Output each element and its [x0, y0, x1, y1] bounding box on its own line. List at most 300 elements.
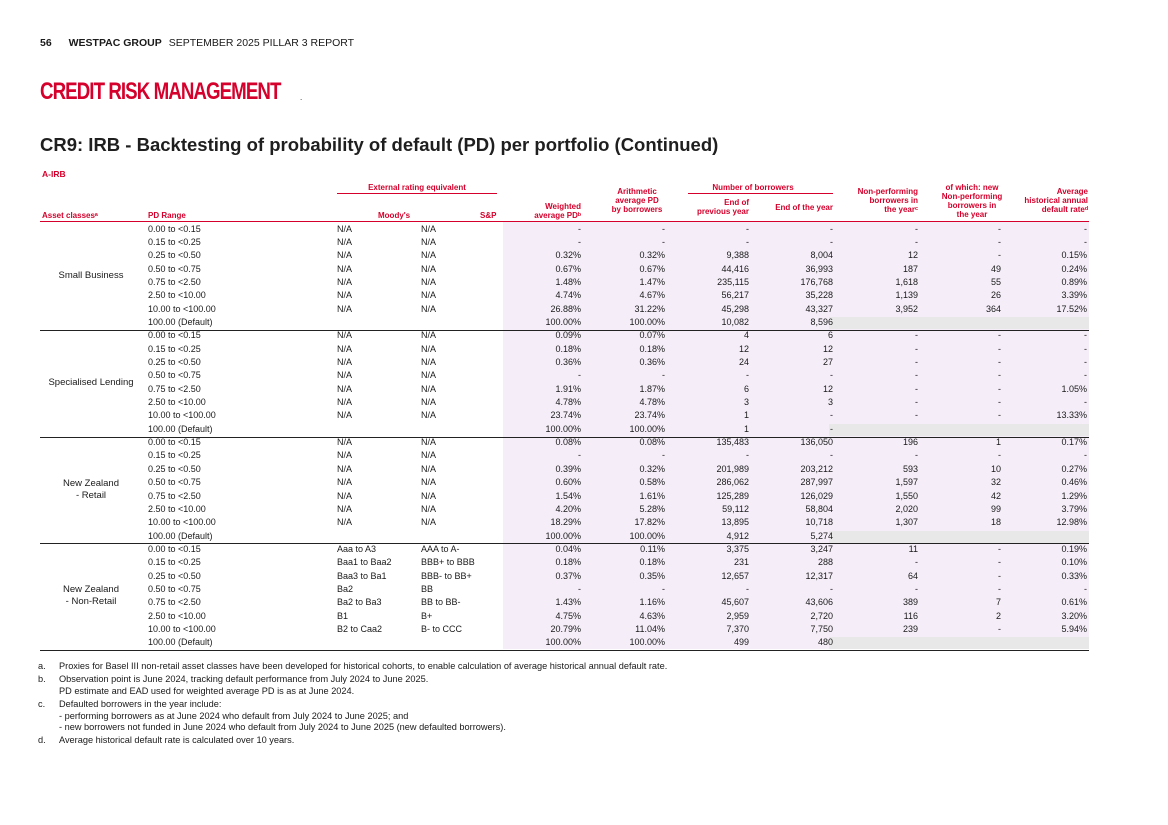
cell-weighted-pd: 23.74%: [550, 410, 581, 421]
cell-nonperforming: 2,020: [895, 503, 918, 514]
cell-arithmetic-pd: 23.74%: [634, 410, 665, 421]
cell-new-nonperforming: -: [998, 343, 1001, 354]
cell-avg-historical: -: [1084, 223, 1087, 234]
cell-end-year: 27: [822, 357, 833, 367]
cell-arithmetic-pd: 0.08%: [639, 437, 665, 448]
cell-pd-range: 0.75 to <2.50: [148, 597, 201, 608]
cell-new-nonperforming: 2: [995, 610, 1001, 621]
col-header-new-nonperforming-l1: of which: new: [945, 183, 999, 192]
cell-nonperforming: 1,550: [895, 490, 918, 501]
cell-end-year: 176,768: [800, 276, 833, 287]
cell-new-nonperforming: -: [998, 570, 1001, 581]
group-separator: [40, 650, 1089, 651]
cell-arithmetic-pd: 17.82%: [634, 517, 665, 528]
cell-new-nonperforming: 55: [990, 276, 1001, 287]
cell-pd-range: 0.25 to <0.50: [148, 357, 201, 367]
cell-avg-historical: -: [1084, 330, 1087, 341]
col-header-pd-range: PD Range: [148, 211, 186, 220]
cell-new-nonperforming: -: [998, 383, 1001, 394]
cell-end-prev-year: 44,416: [721, 263, 749, 274]
cell-nonperforming: 593: [902, 463, 918, 474]
cell-sp: N/A: [421, 437, 437, 448]
cell-end-year: 12: [822, 343, 833, 354]
cell-nonperforming: -: [915, 383, 918, 394]
cell-new-nonperforming: 10: [990, 463, 1001, 474]
cell-end-year: 5,274: [810, 530, 833, 541]
col-header-end-prev-year-l1: End of: [724, 198, 749, 207]
brand-name: WESTPAC GROUP: [68, 37, 162, 49]
cell-arithmetic-pd: 0.32%: [639, 463, 665, 474]
cell-new-nonperforming: 364: [985, 303, 1001, 314]
cell-end-year: 10,718: [805, 517, 833, 528]
cell-new-nonperforming: -: [998, 557, 1001, 568]
cell-avg-historical: -: [1084, 236, 1087, 247]
cell-arithmetic-pd: 0.18%: [639, 557, 665, 568]
cell-arithmetic-pd: -: [662, 370, 665, 381]
cell-end-year: 126,029: [800, 490, 833, 501]
cell-moodys: N/A: [337, 290, 353, 301]
cell-arithmetic-pd: -: [662, 450, 665, 461]
cell-sp: N/A: [421, 490, 437, 501]
col-header-arithmetic-pd-l1: Arithmetic: [617, 187, 657, 196]
cell-avg-historical: 13.33%: [1056, 410, 1087, 421]
report-name: SEPTEMBER 2025 PILLAR 3 REPORT: [168, 37, 355, 49]
cell-end-year: -: [830, 370, 833, 381]
cell-end-year: 203,212: [800, 463, 833, 474]
cell-sp: N/A: [421, 370, 437, 381]
cell-nonperforming: 1,307: [895, 517, 918, 528]
cell-moodys: N/A: [337, 236, 353, 247]
cell-weighted-pd: -: [578, 450, 581, 461]
cell-end-prev-year: 45,298: [721, 303, 749, 314]
footnote-line: Proxies for Basel III non-retail asset classes have been developed for historical cohorts, to enable calculation of average historical annual default rate.: [59, 661, 668, 671]
cell-weighted-pd: 0.37%: [555, 570, 581, 581]
cell-weighted-pd: 4.74%: [555, 290, 581, 301]
cell-weighted-pd: 100.00%: [545, 423, 581, 434]
cell-new-nonperforming: -: [998, 250, 1001, 261]
cell-new-nonperforming: 26: [990, 290, 1001, 301]
cell-new-nonperforming: -: [998, 410, 1001, 421]
col-header-nonperforming-l2: borrowers in: [869, 196, 918, 205]
cell-sp: N/A: [421, 236, 437, 247]
cell-pd-range: 0.25 to <0.50: [148, 463, 201, 474]
col-header-avg-historical-l2: historical annual: [1024, 196, 1088, 205]
footnote: [38, 661, 667, 672]
cell-end-year: 58,804: [805, 503, 833, 514]
cell-weighted-pd: 100.00%: [545, 316, 581, 327]
table-title: CR9: IRB - Backtesting of probability of default (PD) per portfolio (Continued): [40, 134, 719, 155]
cell-avg-historical: 0.10%: [1061, 557, 1087, 568]
page-number: 56: [40, 37, 52, 49]
cell-sp: N/A: [421, 263, 437, 274]
cell-weighted-pd: 20.79%: [550, 624, 581, 634]
cell-end-prev-year: -: [746, 223, 749, 234]
footnote-line: Average historical default rate is calculated over 10 years.: [59, 735, 295, 746]
cell-nonperforming: -: [915, 223, 918, 234]
cell-new-nonperforming: 7: [995, 597, 1001, 608]
cell-nonperforming: -: [915, 557, 918, 568]
cell-avg-historical: 0.15%: [1061, 250, 1087, 261]
default-row-shade: [829, 531, 1089, 543]
cell-moodys: N/A: [337, 397, 353, 408]
footnotes: [38, 661, 667, 749]
cell-moodys: N/A: [337, 490, 353, 501]
cell-pd-range: 0.25 to <0.50: [148, 250, 201, 261]
cell-weighted-pd: 0.39%: [555, 463, 581, 474]
cell-end-prev-year: 56,217: [721, 290, 749, 301]
cell-end-prev-year: 201,989: [716, 463, 749, 474]
cell-pd-range: 0.00 to <0.15: [148, 223, 201, 234]
cell-end-prev-year: 7,370: [726, 624, 749, 634]
cell-moodys: Baa3 to Ba1: [337, 570, 387, 581]
cell-pd-range: 0.50 to <0.75: [148, 370, 201, 381]
cell-moodys: N/A: [337, 463, 353, 474]
cell-weighted-pd: -: [578, 370, 581, 381]
cell-sp: N/A: [421, 223, 437, 234]
cell-end-year: 3,247: [810, 543, 833, 554]
col-header-asset-classes: Asset classesᵃ: [42, 211, 98, 220]
cell-end-prev-year: 13,895: [721, 517, 749, 528]
cell-arithmetic-pd: 100.00%: [629, 423, 665, 434]
cell-sp: BBB+ to BBB: [421, 557, 475, 568]
cell-end-year: 2,720: [810, 610, 833, 621]
cell-sp: N/A: [421, 330, 437, 341]
cell-sp: BB: [421, 583, 434, 594]
footnote-line: Observation point is June 2024, tracking default performance from July 2024 to June 2025.: [59, 674, 429, 685]
cell-weighted-pd: 0.60%: [555, 477, 581, 488]
cell-end-year: -: [830, 236, 833, 247]
col-header-avg-historical-l3: default rateᵈ: [1041, 205, 1088, 214]
cell-avg-historical: 0.19%: [1061, 543, 1087, 554]
cell-weighted-pd: -: [578, 236, 581, 247]
cell-end-prev-year: 286,062: [716, 477, 749, 488]
cell-end-year: 288: [817, 557, 833, 568]
cell-end-year: 8,596: [810, 316, 833, 327]
cell-arithmetic-pd: 100.00%: [629, 637, 665, 648]
cell-arithmetic-pd: 0.07%: [639, 330, 665, 341]
cell-avg-historical: 3.20%: [1061, 610, 1087, 621]
cell-weighted-pd: 26.88%: [550, 303, 581, 314]
cell-nonperforming: 239: [902, 624, 918, 634]
cell-sp: BBB- to BB+: [421, 570, 472, 581]
cell-end-prev-year: 499: [733, 637, 749, 648]
cell-nonperforming: 187: [902, 263, 918, 274]
cell-avg-historical: 0.46%: [1061, 477, 1087, 488]
cell-weighted-pd: -: [578, 583, 581, 594]
cell-moodys: N/A: [337, 343, 353, 354]
col-header-sp: S&P: [480, 211, 497, 220]
cell-end-prev-year: 2,959: [726, 610, 749, 621]
cell-sp: N/A: [421, 477, 437, 488]
cell-pd-range: 0.50 to <0.75: [148, 477, 201, 488]
cell-new-nonperforming: 49: [990, 263, 1001, 274]
cell-moodys: Baa1 to Baa2: [337, 557, 392, 568]
cell-pd-range: 100.00 (Default): [148, 637, 213, 648]
cell-avg-historical: 0.89%: [1061, 276, 1087, 287]
cell-sp: N/A: [421, 503, 437, 514]
group-label-line: New Zealand: [63, 584, 119, 596]
cell-new-nonperforming: -: [998, 583, 1001, 594]
footnote-line: - performing borrowers as at June 2024 who default from July 2024 to June 2025; and: [59, 710, 409, 721]
cell-weighted-pd: 4.20%: [555, 503, 581, 514]
cell-end-year: -: [830, 423, 833, 434]
cell-arithmetic-pd: 0.67%: [639, 263, 665, 274]
cell-new-nonperforming: -: [998, 357, 1001, 367]
cell-arithmetic-pd: 100.00%: [629, 316, 665, 327]
cell-sp: N/A: [421, 463, 437, 474]
cell-moodys: B1: [337, 610, 349, 621]
cell-new-nonperforming: 1: [995, 437, 1001, 448]
cell-new-nonperforming: -: [998, 624, 1001, 634]
cell-end-year: 43,327: [805, 303, 833, 314]
cell-end-year: -: [830, 223, 833, 234]
col-header-nonperforming-l3: the yearᶜ: [884, 205, 918, 214]
group-label-line: Small Business: [58, 269, 124, 281]
cell-avg-historical: -: [1084, 357, 1087, 367]
footnote: [38, 674, 667, 697]
cell-new-nonperforming: -: [998, 330, 1001, 341]
cell-weighted-pd: 0.08%: [555, 437, 581, 448]
cell-arithmetic-pd: 0.18%: [639, 343, 665, 354]
cell-arithmetic-pd: 1.47%: [639, 276, 665, 287]
cell-moodys: N/A: [337, 477, 353, 488]
cell-end-year: 480: [817, 637, 833, 648]
footnote-letter: d.: [38, 735, 46, 746]
cell-arithmetic-pd: 0.11%: [640, 543, 665, 554]
cell-pd-range: 100.00 (Default): [148, 423, 213, 434]
cell-sp: N/A: [421, 357, 437, 367]
cell-arithmetic-pd: 5.28%: [639, 503, 665, 514]
col-header-moodys: Moody's: [378, 211, 411, 220]
cell-sp: N/A: [421, 250, 437, 261]
cell-end-year: 8,004: [810, 250, 833, 261]
footnote-line: Defaulted borrowers in the year include:: [59, 699, 222, 710]
cell-pd-range: 0.75 to <2.50: [148, 490, 201, 501]
cell-pd-range: 0.15 to <0.25: [148, 343, 201, 354]
cell-weighted-pd: 0.04%: [555, 543, 581, 554]
cell-nonperforming: 1,618: [895, 276, 918, 287]
cell-sp: N/A: [421, 450, 437, 461]
cell-end-year: 12: [822, 383, 833, 394]
cell-sp: N/A: [421, 303, 437, 314]
cell-pd-range: 2.50 to <10.00: [148, 503, 206, 514]
cell-sp: N/A: [421, 343, 437, 354]
cell-avg-historical: 12.98%: [1056, 517, 1087, 528]
cell-moodys: N/A: [337, 223, 353, 234]
cell-pd-range: 2.50 to <10.00: [148, 290, 206, 301]
cell-avg-historical: -: [1084, 370, 1087, 381]
cell-weighted-pd: 1.43%: [555, 597, 581, 608]
footnote-letter: a.: [38, 661, 46, 671]
cell-moodys: N/A: [337, 437, 353, 448]
cell-pd-range: 0.75 to <2.50: [148, 276, 201, 287]
cell-pd-range: 0.15 to <0.25: [148, 236, 201, 247]
cell-pd-range: 0.00 to <0.15: [148, 543, 201, 554]
cell-new-nonperforming: 18: [990, 517, 1001, 528]
cell-avg-historical: -: [1084, 450, 1087, 461]
cell-arithmetic-pd: 4.67%: [639, 290, 665, 301]
cell-weighted-pd: 0.67%: [555, 263, 581, 274]
cell-moodys: Ba2 to Ba3: [337, 597, 382, 608]
cell-nonperforming: 1,597: [895, 477, 918, 488]
cell-sp: N/A: [421, 276, 437, 287]
cell-arithmetic-pd: 4.78%: [639, 397, 665, 408]
cell-pd-range: 100.00 (Default): [148, 316, 213, 327]
cell-arithmetic-pd: 1.16%: [639, 597, 665, 608]
cell-weighted-pd: 0.32%: [555, 250, 581, 261]
cell-end-prev-year: 1: [743, 410, 749, 421]
cell-end-prev-year: 12,657: [721, 570, 749, 581]
cell-nonperforming: 64: [907, 570, 918, 581]
cell-end-prev-year: -: [746, 450, 749, 461]
cell-avg-historical: 1.05%: [1061, 383, 1087, 394]
footnote-letter: b.: [38, 674, 46, 685]
cell-new-nonperforming: -: [998, 543, 1001, 554]
col-header-arithmetic-pd-l3: by borrowers: [611, 205, 663, 214]
col-header-new-nonperforming-l4: the year: [956, 210, 988, 219]
cell-end-prev-year: 24: [738, 357, 749, 367]
cell-arithmetic-pd: -: [662, 223, 665, 234]
cell-end-year: 35,228: [805, 290, 833, 301]
cell-weighted-pd: 0.36%: [555, 357, 581, 367]
cell-nonperforming: -: [915, 450, 918, 461]
cell-avg-historical: -: [1084, 583, 1087, 594]
cell-end-year: 36,993: [805, 263, 833, 274]
group-label-line: - Retail: [75, 489, 107, 501]
cell-avg-historical: -: [1084, 397, 1087, 408]
cell-end-prev-year: 125,289: [716, 490, 749, 501]
cell-new-nonperforming: -: [998, 397, 1001, 408]
decorative-dot: .: [300, 93, 303, 102]
group-label: [40, 270, 142, 282]
footnote: [38, 699, 667, 733]
cell-end-prev-year: 9,388: [726, 250, 749, 261]
cell-sp: N/A: [421, 517, 437, 528]
cell-nonperforming: 116: [903, 610, 918, 621]
cell-weighted-pd: 100.00%: [545, 530, 581, 541]
cell-pd-range: 2.50 to <10.00: [148, 397, 206, 408]
col-header-avg-historical-l1: Average: [1056, 187, 1088, 196]
group-label-line: New Zealand: [63, 477, 119, 489]
footnote: [38, 735, 667, 746]
cell-pd-range: 0.15 to <0.25: [148, 557, 201, 568]
cell-end-year: -: [830, 450, 833, 461]
cell-nonperforming: -: [915, 343, 918, 354]
cell-pd-range: 10.00 to <100.00: [148, 410, 216, 421]
cell-new-nonperforming: -: [998, 223, 1001, 234]
cell-nonperforming: -: [915, 583, 918, 594]
cell-weighted-pd: 4.78%: [555, 397, 581, 408]
col-header-weighted-pd-l1: Weighted: [545, 202, 581, 211]
cell-arithmetic-pd: -: [662, 236, 665, 247]
cell-arithmetic-pd: 0.35%: [639, 570, 665, 581]
cell-sp: BB to BB-: [421, 597, 461, 608]
cell-moodys: B2 to Caa2: [337, 624, 383, 634]
cell-end-prev-year: 10,082: [721, 316, 749, 327]
cell-pd-range: 2.50 to <10.00: [148, 610, 206, 621]
cell-pd-range: 0.00 to <0.15: [148, 330, 201, 341]
col-header-end-prev-year-l2: previous year: [696, 207, 749, 216]
cell-nonperforming: -: [915, 410, 918, 421]
cell-end-prev-year: 12: [738, 343, 749, 354]
cell-end-year: 43,606: [805, 597, 833, 608]
cell-new-nonperforming: 32: [990, 477, 1001, 488]
col-header-arithmetic-pd-l2: average PD: [615, 196, 659, 205]
cell-sp: B+: [421, 610, 433, 621]
default-row-shade: [829, 637, 1089, 649]
cell-moodys: N/A: [337, 410, 353, 421]
cell-arithmetic-pd: 11.04%: [635, 624, 665, 634]
cell-nonperforming: 389: [902, 597, 918, 608]
cell-nonperforming: -: [915, 357, 918, 367]
cell-moodys: N/A: [337, 330, 353, 341]
cell-sp: N/A: [421, 290, 437, 301]
cell-arithmetic-pd: 100.00%: [629, 530, 665, 541]
cell-end-prev-year: -: [746, 236, 749, 247]
cell-arithmetic-pd: 0.58%: [639, 477, 665, 488]
cell-weighted-pd: 100.00%: [545, 637, 581, 648]
col-header-number-of-borrowers: Number of borrowers: [712, 183, 794, 192]
cell-new-nonperforming: -: [998, 450, 1001, 461]
cell-moodys: N/A: [337, 276, 353, 287]
cell-end-prev-year: -: [746, 583, 749, 594]
cell-end-prev-year: 235,115: [717, 276, 749, 287]
cell-nonperforming: 3,952: [895, 303, 918, 314]
cell-avg-historical: 3.79%: [1061, 503, 1087, 514]
default-row-shade: [829, 424, 1089, 436]
cell-end-year: -: [830, 583, 833, 594]
cell-moodys: N/A: [337, 383, 353, 394]
cell-sp: N/A: [421, 397, 437, 408]
cell-sp: N/A: [421, 410, 437, 421]
cell-end-prev-year: 6: [743, 383, 749, 394]
cell-arithmetic-pd: 31.22%: [634, 303, 665, 314]
cell-new-nonperforming: 99: [990, 503, 1001, 514]
cell-weighted-pd: 1.91%: [555, 383, 581, 394]
cell-end-prev-year: 4: [743, 330, 749, 341]
footnote-line: PD estimate and EAD used for weighted average PD is as at June 2024.: [59, 685, 355, 696]
cell-sp: N/A: [421, 383, 437, 394]
col-header-new-nonperforming-l2: Non-performing: [941, 192, 1003, 201]
cell-nonperforming: -: [915, 330, 918, 341]
cell-pd-range: 10.00 to <100.00: [148, 303, 216, 314]
cell-avg-historical: 0.17%: [1061, 437, 1087, 448]
cell-end-year: 136,050: [800, 437, 833, 448]
cell-end-year: 7,750: [810, 624, 833, 634]
cell-pd-range: 0.15 to <0.25: [148, 450, 201, 461]
cell-pd-range: 10.00 to <100.00: [148, 517, 216, 528]
cell-arithmetic-pd: 1.87%: [639, 383, 665, 394]
cell-end-prev-year: 1: [743, 423, 749, 434]
cell-avg-historical: 0.24%: [1061, 263, 1087, 274]
cell-moodys: N/A: [337, 517, 353, 528]
cell-pd-range: 0.25 to <0.50: [148, 570, 201, 581]
cell-avg-historical: 1.29%: [1061, 490, 1087, 501]
group-label: [40, 478, 142, 502]
cell-moodys: Ba2: [337, 583, 354, 594]
cell-moodys: N/A: [337, 370, 353, 381]
footnote-letter: c.: [38, 699, 46, 710]
col-header-nonperforming-l1: Non-performing: [857, 187, 918, 196]
cell-pd-range: 0.00 to <0.15: [148, 437, 201, 448]
cell-new-nonperforming: -: [998, 370, 1001, 381]
cell-avg-historical: 0.27%: [1061, 463, 1087, 474]
col-header-external-rating: External rating equivalent: [368, 183, 466, 192]
section-title: CREDIT RISK MANAGEMENT: [40, 78, 281, 105]
cell-moodys: N/A: [337, 303, 353, 314]
cell-weighted-pd: 1.48%: [555, 276, 581, 287]
cell-end-prev-year: 231: [733, 557, 749, 568]
